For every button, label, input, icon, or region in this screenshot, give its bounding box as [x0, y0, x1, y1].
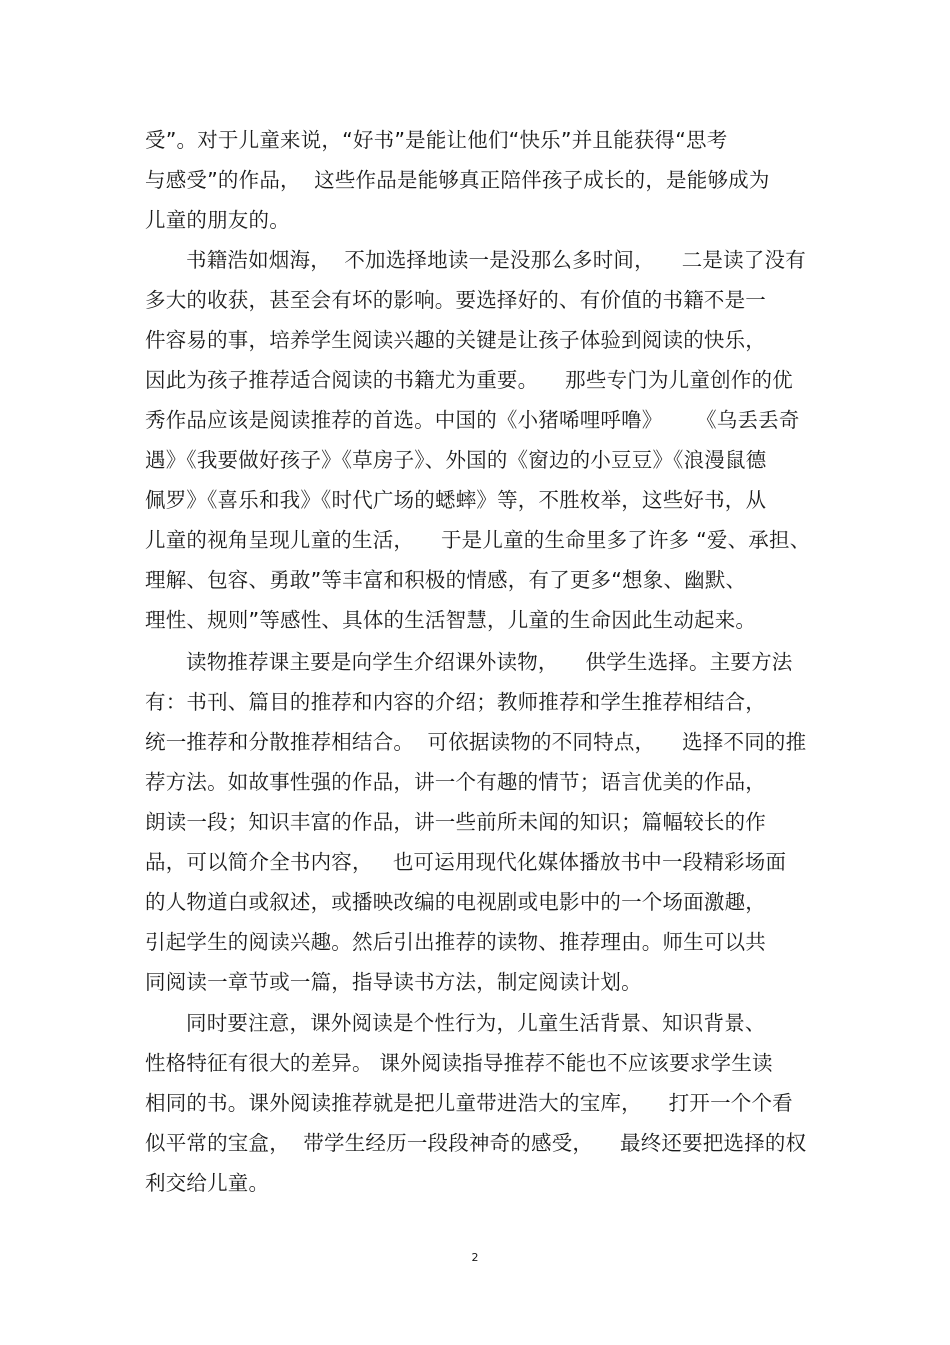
text-line: 受”。对于儿童来说，“好书”是能让他们“快乐”并且能获得“思考 [145, 128, 728, 152]
page-number: 2 [471, 1251, 479, 1264]
text-line: 与感受”的作品， 这些作品是能够真正陪伴孩子成长的，是能够成为 [145, 168, 770, 192]
text-line: 似平常的宝盒， 带学生经历一段段神奇的感受， 最终还要把选择的权 [145, 1131, 807, 1155]
text-line: 利交给儿童。 [145, 1171, 270, 1195]
text-line: 理性、规则”等感性、具体的生活智慧，儿童的生命因此生动起来。 [145, 608, 757, 632]
text-line: 多大的收获，甚至会有坏的影响。要选择好的、有价值的书籍不是一 [145, 288, 766, 312]
text-line: 同阅读一章节或一篇，指导读书方法，制定阅读计划。 [145, 970, 642, 994]
text-line: 因此为孩子推荐适合阅读的书籍尤为重要。 那些专门为儿童创作的优 [145, 368, 793, 392]
text-line: 有：书刊、篇目的推荐和内容的介绍；教师推荐和学生推荐相结合， [145, 690, 766, 714]
text-line: 书籍浩如烟海， 不加选择地读一是没那么多时间， 二是读了没有 [186, 248, 806, 272]
text-line: 佩罗》《喜乐和我》《时代广场的蟋蟀》等，不胜枚举，这些好书，从 [145, 488, 767, 512]
text-line: 秀作品应该是阅读推荐的首选。中国的《小猪唏哩呼噜》 《乌丢丢奇 [145, 408, 800, 432]
text-line: 的人物道白或叙述，或播映改编的电视剧或电影中的一个场面激趣， [145, 890, 766, 914]
text-line: 读物推荐课主要是向学生介绍课外读物， 供学生选择。主要方法 [186, 650, 793, 674]
text-line: 荐方法。如故事性强的作品，讲一个有趣的情节；语言优美的作品， [145, 770, 766, 794]
text-line: 朗读一段；知识丰富的作品，讲一些前所未闻的知识；篇幅较长的作 [145, 810, 766, 834]
text-line: 儿童的朋友的。 [145, 208, 290, 232]
text-line: 统一推荐和分散推荐相结合。 可依据读物的不同特点， 选择不同的推 [145, 730, 807, 754]
text-line: 性格特征有很大的差异。 课外阅读指导推荐不能也不应该要求学生读 [145, 1051, 773, 1075]
text-line: 件容易的事，培养学生阅读兴趣的关键是让孩子体验到阅读的快乐， [145, 328, 766, 352]
text-line: 遇》《我要做好孩子》《草房子》、外国的《窗边的小豆豆》《浪漫鼠德 [145, 448, 767, 472]
text-line: 同时要注意，课外阅读是个性行为，儿童生活背景、知识背景、 [186, 1011, 766, 1035]
text-line: 品，可以简介全书内容， 也可运用现代化媒体播放书中一段精彩场面 [145, 850, 787, 874]
text-line: 引起学生的阅读兴趣。然后引出推荐的读物、推荐理由。师生可以共 [145, 930, 766, 954]
text-line: 理解、包容、勇敢”等丰富和积极的情感，有了更多“想象、幽默、 [145, 568, 747, 592]
text-line: 相同的书。课外阅读推荐就是把儿童带进浩大的宝库， 打开一个个看 [145, 1091, 793, 1115]
text-line: 儿童的视角呈现儿童的生活， 于是儿童的生命里多了许多 “爱、承担、 [145, 528, 811, 552]
